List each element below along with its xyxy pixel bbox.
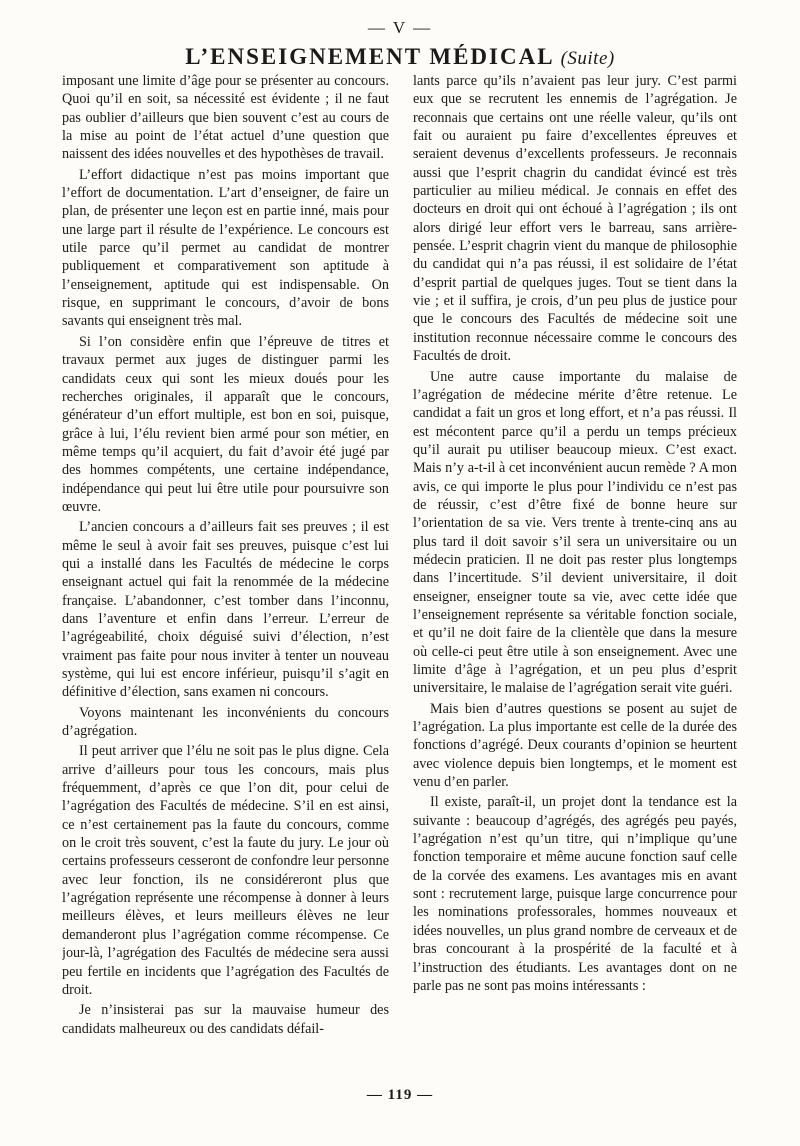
paragraph: Je n’insisterai pas sur la mauvaise humeur des candidats malheureux ou des candidats défail-: [62, 1002, 389, 1037]
section-number: — V —: [367, 18, 433, 37]
paragraph: Une autre cause importante du malaise de l’agrégation de médecine mérite d’être retenue. Le candidat a fait un gros et long effort, et n’a pas réussi. Il est mécontent parce qu’il a perdu un temps précieux qu’il aurait pu utiliser beaucoup mieux. C’est exact. Mais n’y a-t-il à cet inconvénient aucun remède ? A mon avis, ce qui importe le plus pour l’individu ce n’est pas de réussir, c’est d’être fixé de bonne heure sur l’orientation de sa vie. Vers trente à trente-cinq ans au plus tard il doit savoir s’il sera un universitaire ou un médecin praticien. Il ne doit pas rester plus longtemps dans l’incertitude. S’il devient universitaire, il doit enseigner, enseigner toute sa vie, avec cette idée que l’enseignement représente sa véritable fonction sociale, et qu’il ne doit faire de la clientèle que dans la mesure où celle-ci peut être utile à son enseignement. Avec une limite d’âge à l’agrégation, et un peu plus d’esprit universitaire, le malaise de l’agrégation serait vite guéri.: [413, 368, 737, 697]
page-number: — 119 —: [366, 1087, 434, 1103]
paragraph: imposant une limite d’âge pour se présenter au concours. Quoi qu’il en soit, sa nécessité est évidente ; il ne faut pas oublier d’ailleurs que bien souvent c’est au cours de la mise au point de l’état actuel d’une question que naissent des idées nouvelles et des hypothèses de travail.: [62, 73, 389, 163]
paragraph: Voyons maintenant les inconvénients du concours d’agrégation.: [62, 704, 389, 740]
paragraph: lants parce qu’ils n’avaient pas leur jury. C’est parmi eux que se recrutent les ennemis de l’agrégation. Je reconnais que certains ont une réelle valeur, qu’ils ont fait ou auraient pu faire d’excellentes épreuves et seraient devenus d’excellents professeurs. Je reconnais aussi que l’esprit chagrin du candidat évincé est très particulier au milieu médical. Je connais en effet des docteurs en droit qui ont échoué à l’agrégation ; ils ont alors dirigé leur effort vers le barreau, sans arrière-pensée. L’esprit chagrin vient du manque de philosophie du candidat qui n’a pas réussi, il est solidaire de l’état d’esprit partial de quelques juges. Tout se tient dans la vie ; et il suffira, je crois, d’un peu plus de justice pour que le concours des Facultés de médecine soit une institution reconnue nécessaire comme le concours des Facultés de droit.: [413, 73, 737, 365]
paragraph: Si l’on considère enfin que l’épreuve de titres et travaux permet aux juges de distinguer parmi les candidats ceux qui sont les mieux doués pour les recherches originales, il apparaît que le concours, générateur d’un effort multiple, est bon en soi, puisque, grâce à lui, l’élu revient bien armé pour son métier, en même temps qu’il acquiert, du fait d’avoir été jugé par des hommes compétents, une certaine indépendance, indépendance qui peut lui être utile pour poursuivre son œuvre.: [62, 333, 389, 515]
paragraph: Mais bien d’autres questions se posent au sujet de l’agrégation. La plus importante est celle de la durée des fonctions d’agrégé. Deux courants d’opinion se heurtent avec violence depuis bien longtemps, et le moment est venu d’en parler.: [413, 700, 737, 791]
paragraph: L’ancien concours a d’ailleurs fait ses preuves ; il est même le seul à avoir fait ses preuves, puisque c’est lui qui a installé dans les Facultés de médecine le corps enseignant actuel qui fait la renommée de la médecine française. L’abandonner, c’est tomber dans l’inconnu, dans l’aventure et enfin dans l’erreur. L’erreur de l’agrégeabilité, choix déguisé suivi d’élection, n’est vraiment pas faite pour nous inviter à tenter un nouveau système, qui lui est encore inférieur, puisqu’il s’agit en définitive d’élection, sans examen ni concours.: [62, 519, 389, 701]
left-column: [62, 72, 389, 1084]
title-text: L’ENSEIGNEMENT MÉDICAL: [185, 44, 555, 69]
right-column: [413, 72, 737, 1084]
paragraph: Il existe, paraît-il, un projet dont la tendance est la suivante : beaucoup d’agrégés, des agrégés peu payés, l’agrégation n’est qu’un titre, qui n’implique qu’une fonction temporaire et même aucune fonction sauf celle de la corvée des examens. Les avantages mis en avant sont : recrutement large, puisque large concurrence pour les nominations professorales, hommes nouveaux et idées nouvelles, un plus grand nombre de cerveaux et de bras concourant à la prospérité de la faculté et à l’instruction des étudiants. Les avantages dont on ne parle pas ne sont pas moins intéressants :: [413, 794, 737, 994]
title-suffix: (Suite): [560, 48, 615, 69]
paragraph: Il peut arriver que l’élu ne soit pas le plus digne. Cela arrive d’ailleurs pour tous les concours, mais plus fréquemment, d’après ce que l’on dit, pour celui de l’agrégation des Facultés de médecine. S’il en est ainsi, ce n’est certainement pas la faute du concours, comme on le croit très souvent, c’est la faute du jury. Le jour où certains professeurs cesseront de confondre leur personne avec leur fonction, ils ne considéreront plus que l’agrégation représente une récompense à donner à leurs meilleurs élèves, et leurs meilleurs élèves ne leur demanderont plus l’agrégation comme récompense. Ce jour-là, l’agrégation des Facultés de médecine sera aussi peu fertile en incidents que l’agrégation des Facultés de droit.: [62, 743, 389, 998]
paragraph: L’effort didactique n’est pas moins important que l’effort de documentation. L’art d’enseigner, de faire un plan, de présenter une leçon est en partie inné, mais pour une large part il résulte de l’expérience. Le concours est utile parce qu’il permet au candidat de montrer publiquement et comparativement son aptitude à l’enseignement, aptitude qui est indispensable. On risque, en supprimant le concours, d’avoir de bons savants qui enseignent très mal.: [62, 166, 389, 330]
page-title: [0, 44, 800, 70]
